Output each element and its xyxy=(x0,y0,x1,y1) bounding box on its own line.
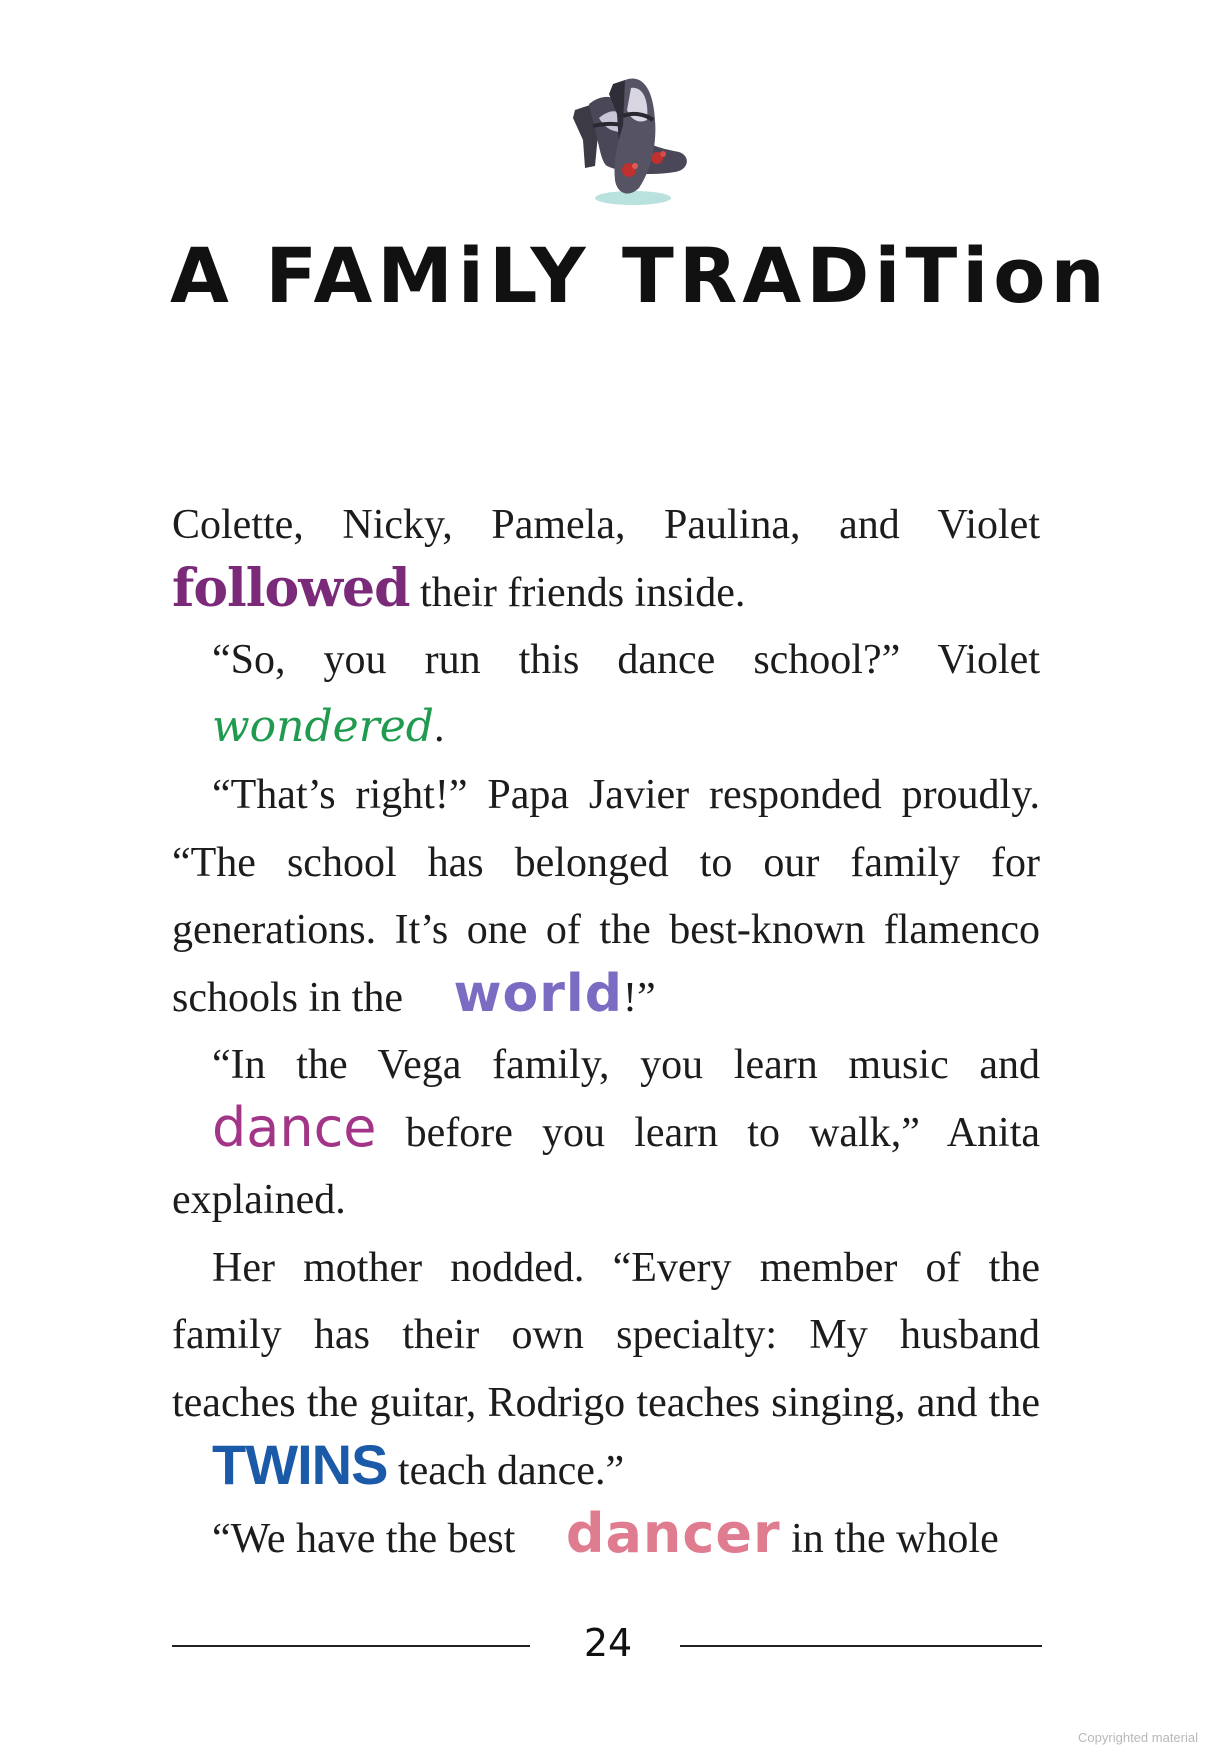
footer-rule-left xyxy=(172,1645,530,1647)
paragraph-3-text-b: !” xyxy=(622,974,656,1021)
paragraph-1-text-b: their friends inside. xyxy=(409,569,746,616)
footer-rule-right xyxy=(680,1645,1042,1647)
highlight-twins: TWINS xyxy=(212,1433,388,1496)
paragraph-3 xyxy=(172,762,1040,1032)
highlight-dancer: dancer xyxy=(565,1501,781,1565)
paragraph-2-text-a: “So, you run this dance school?” Violet xyxy=(212,637,1040,683)
paragraph-2-text-b: . xyxy=(433,704,445,751)
paragraph-1-text-a: Colette, Nicky, Pamela, Paulina, and Violet xyxy=(172,502,1040,548)
copyright-notice: Copyrighted material xyxy=(1078,1730,1198,1745)
paragraph-6-text-b: in the whole xyxy=(780,1515,999,1562)
paragraph-1 xyxy=(172,492,1040,627)
paragraph-5-text-b: teach dance.” xyxy=(387,1448,625,1494)
paragraph-5 xyxy=(172,1235,1040,1506)
paragraph-3-text-a: “That’s right!” Papa Javier responded proudly. “The school has belonged to our family for generations. It’s one of the best-known flamenco schools in the xyxy=(172,772,1040,1021)
paragraph-4-text-a: “In the Vega family, you learn music and xyxy=(212,1042,1040,1088)
paragraph-4-text-b: before you learn to walk,” Anita explained. xyxy=(172,1109,1040,1223)
highlight-wondered: wondered xyxy=(212,700,434,752)
paragraph-2 xyxy=(172,627,1040,762)
flamenco-shoes-icon xyxy=(555,70,705,220)
highlight-followed: followed xyxy=(172,557,410,619)
paragraph-4 xyxy=(172,1032,1040,1235)
paragraph-6-text-a: “We have the best xyxy=(212,1515,526,1562)
page-number: 24 xyxy=(583,1621,633,1665)
highlight-world: world xyxy=(453,963,623,1024)
highlight-dance: dance xyxy=(212,1095,377,1159)
paragraph-6 xyxy=(172,1501,1040,1574)
body-text xyxy=(172,492,1040,1573)
paragraph-5-text-a: Her mother nodded. “Every member of the family has their own specialty: My husband teaches the guitar, Rodrigo teaches singing, and the xyxy=(172,1244,1040,1426)
chapter-title: A FAMiLY TRADiTion xyxy=(170,231,1110,320)
